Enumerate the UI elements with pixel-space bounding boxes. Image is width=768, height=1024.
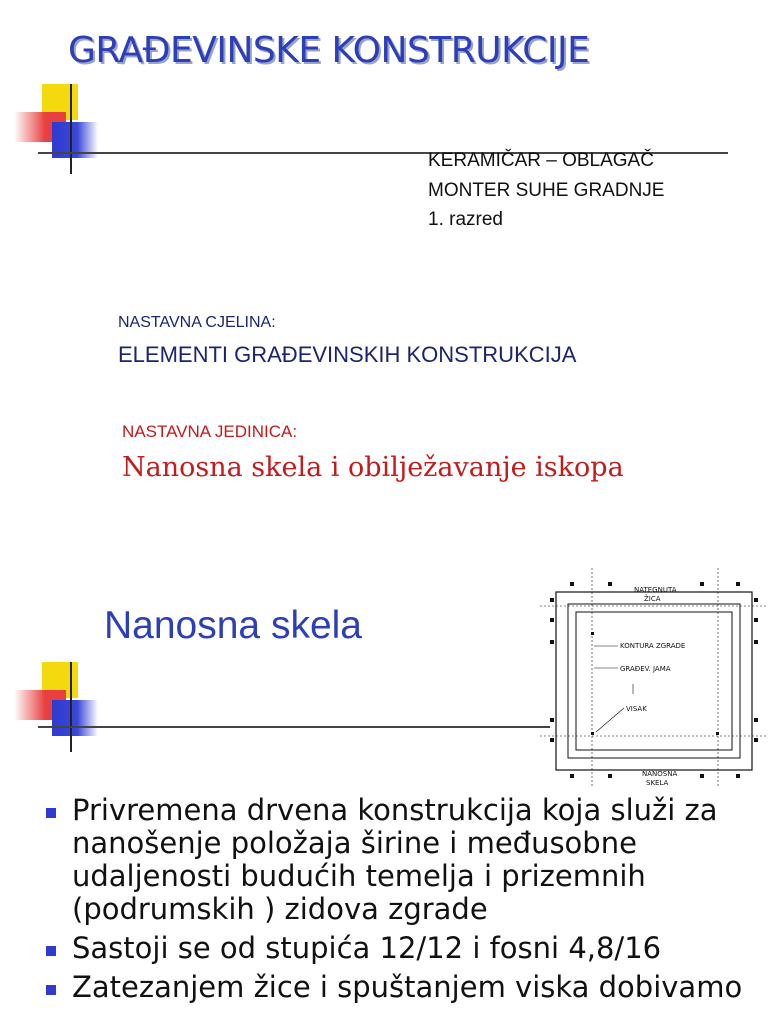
slide-heading: Nanosna skela [104,604,362,647]
subtitle-line-2: MONTER SUHE GRADNJE [428,180,665,201]
label-visak: VISAK [626,705,647,713]
nanosna-skela-diagram [540,568,768,788]
label-gradev-jama: GRAĐEV. JAMA [620,665,671,673]
slide-logo [6,84,96,174]
logo-blue-square [52,700,98,736]
label-kontura-zgrade: KONTURA ZGRADE [620,642,686,650]
slide-title: GRAĐEVINSKE KONSTRUKCIJE [68,30,590,71]
bullet-text: Privremena drvena konstrukcija koja služi za nanošenje položaja širine i međusobne udaljenosti budućih temelja i prizemnih (podrumskih ) zidova zgrade [72,793,718,926]
leader-lines [594,646,633,732]
scaffold-outline [556,592,752,770]
bullet-square-icon [46,808,56,818]
subtitle-line-1: KERAMIČAR – OBLAGAČ [428,150,654,171]
bullet-square-icon [46,985,56,995]
list-item [44,794,744,926]
cjelina-title: ELEMENTI GRAĐEVINSKIH KONSTRUKCIJA [118,342,577,367]
jedinica-label: NASTAVNA JEDINICA: [122,422,298,441]
label-zica: ŽICA [644,595,661,603]
logo-vertical-line [70,84,72,174]
bullet-text: Sastoji se od stupića 12/12 i fosni 4,8/16 [72,931,662,965]
cjelina-label: NASTAVNA CJELINA: [118,314,276,331]
label-nanosna: NANOSNA [642,770,678,778]
list-item [44,932,744,965]
bullet-square-icon [46,946,56,956]
label-skela: SKELA [646,779,669,787]
bullet-text: Zatezanjem žice i spuštanjem viska dobivamo [72,970,743,1004]
content-slide [0,512,768,1024]
slide-logo [6,662,96,752]
scaffold-posts [550,582,758,778]
bullet-list [44,794,744,1010]
label-nategnuta: NATEGNUTA [634,586,677,594]
subtitle-line-3: 1. razred [428,209,503,230]
list-item [44,971,744,1004]
jedinica-title: Nanosna skela i obilježavanje iskopa [122,452,624,483]
heading-divider-line [38,726,550,728]
logo-vertical-line [70,662,72,752]
